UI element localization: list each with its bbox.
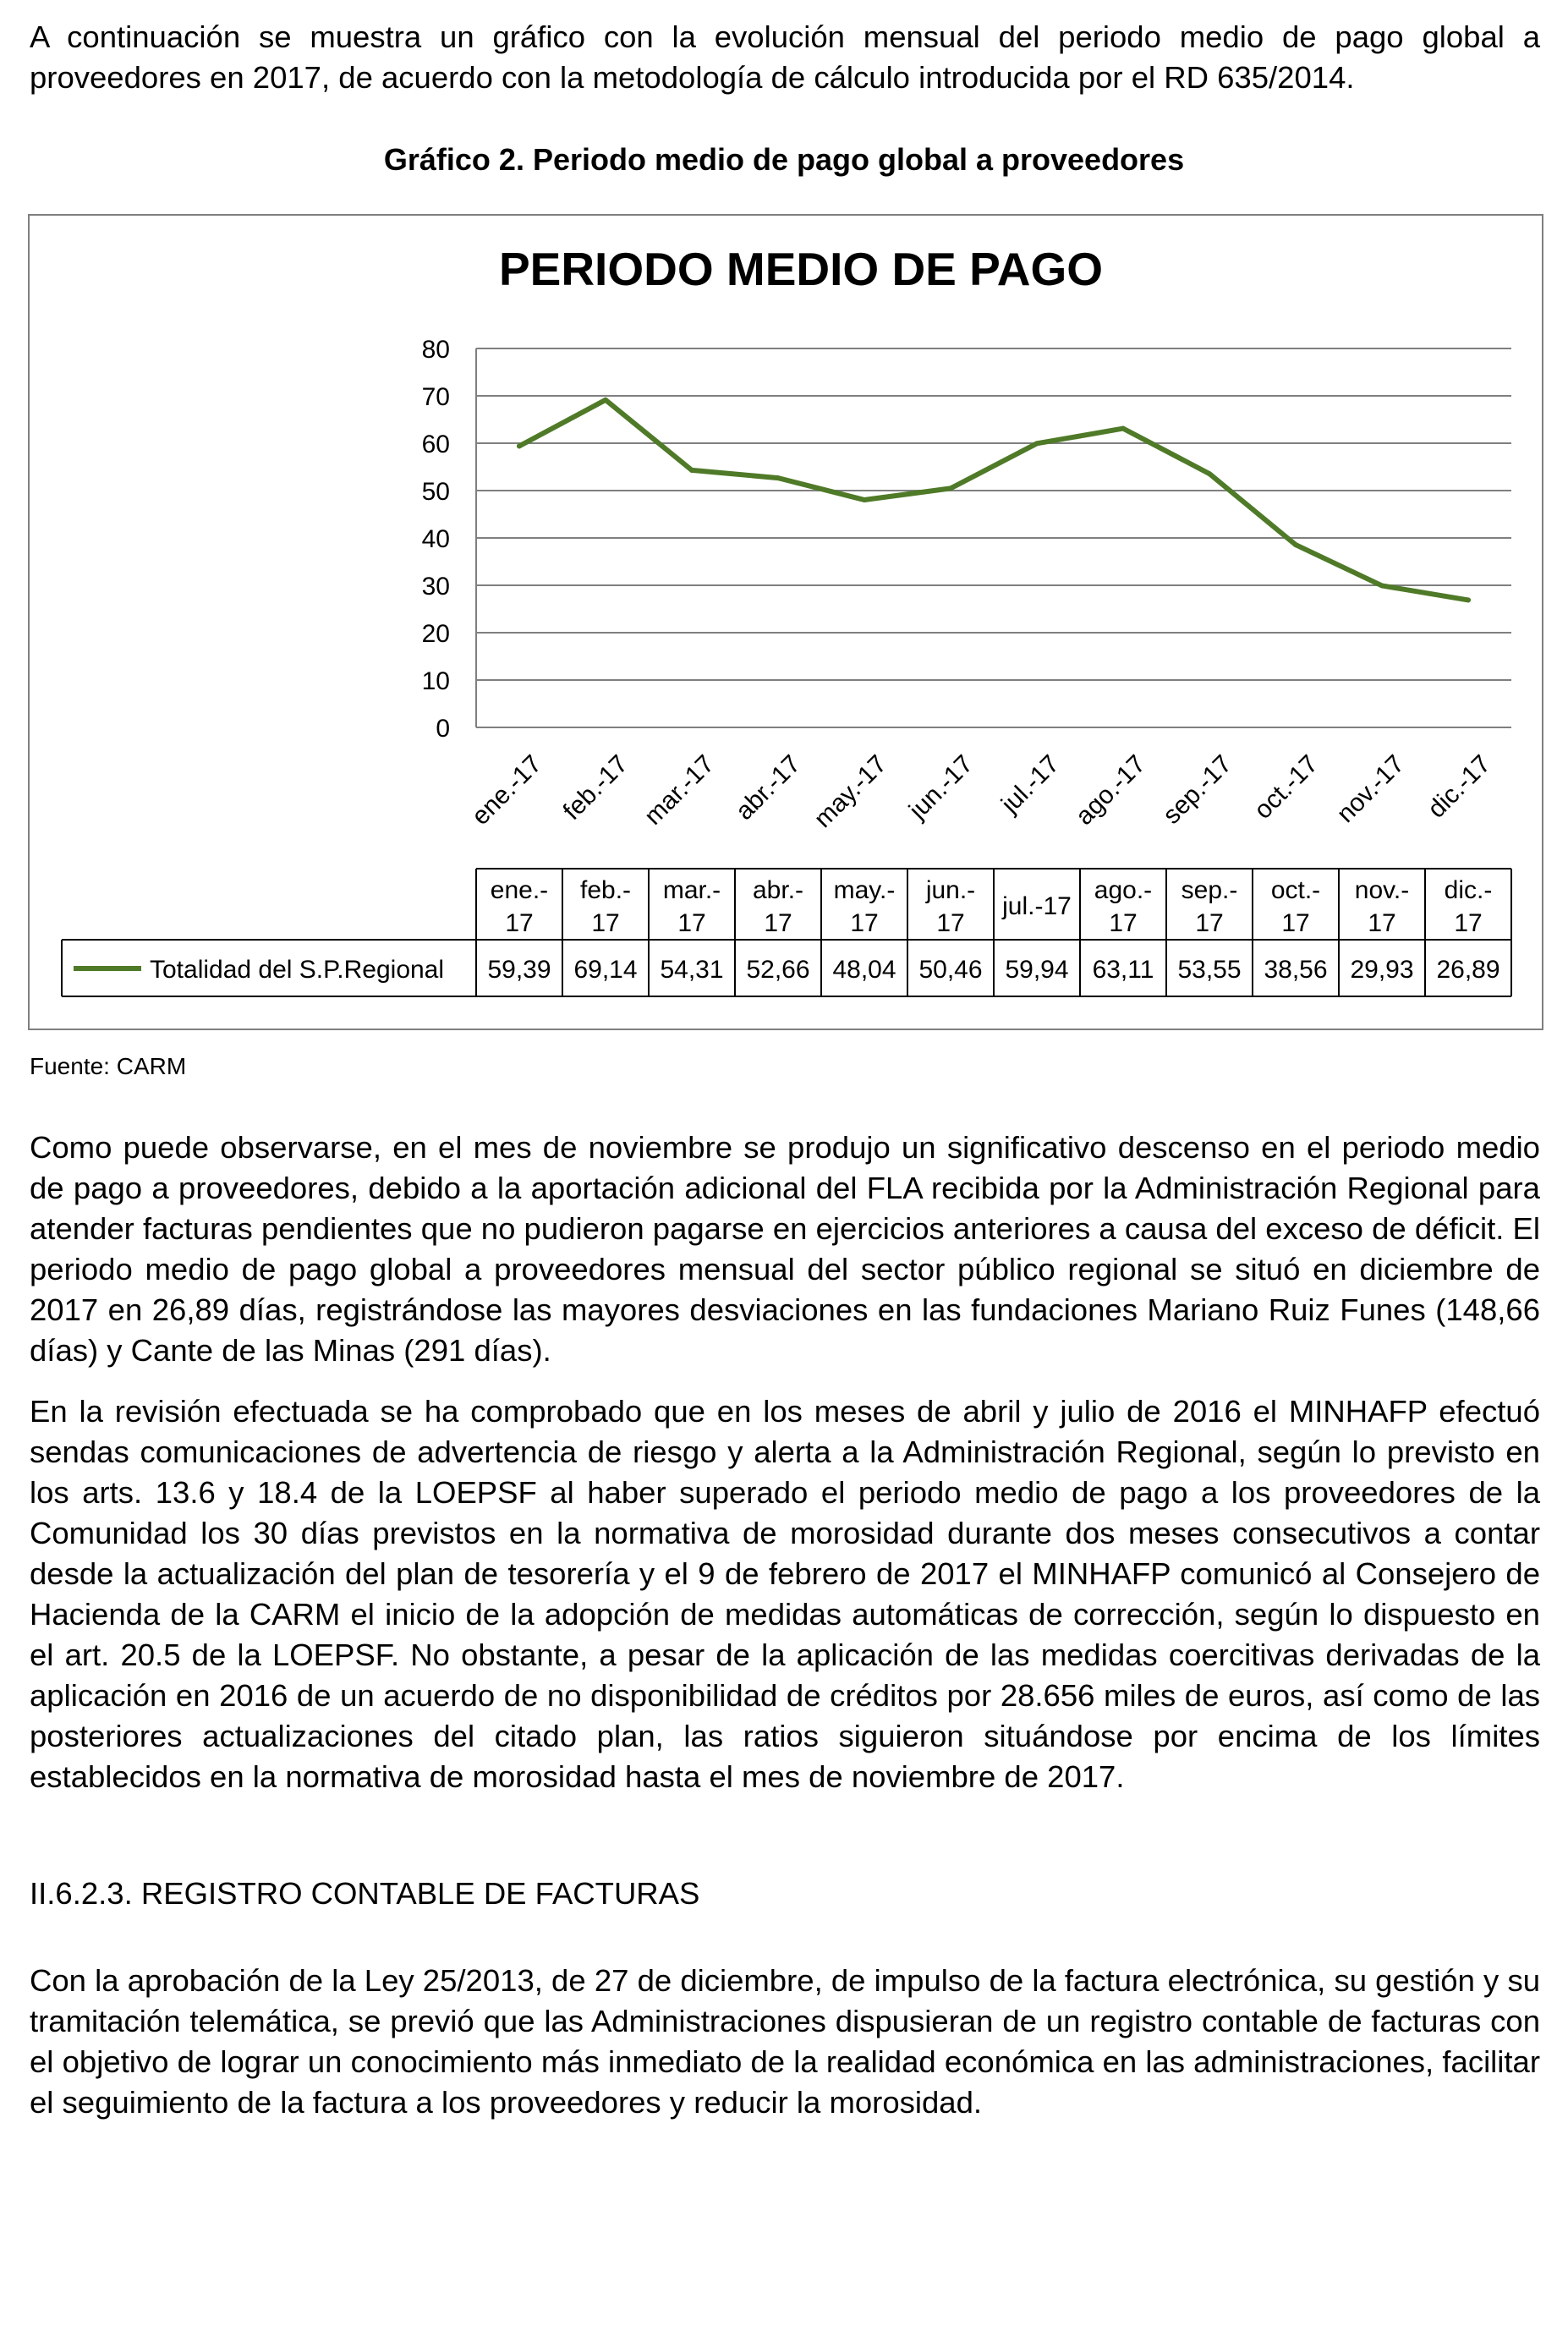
data-point bbox=[603, 398, 608, 403]
data-point bbox=[1121, 426, 1126, 431]
table-header-line: 17 bbox=[677, 909, 706, 937]
table-header-line: ago.- bbox=[1094, 876, 1153, 904]
y-tick-label: 50 bbox=[421, 478, 450, 506]
table-value: 29,93 bbox=[1350, 956, 1414, 984]
table-value: 48,04 bbox=[832, 956, 896, 984]
data-point bbox=[862, 497, 867, 502]
table-header-line: 17 bbox=[764, 909, 792, 937]
table-header-line: ene.- bbox=[490, 876, 549, 904]
paragraph-2: En la revisión efectuada se ha comprobado que en los meses de abril y julio de 2016 el MINHAFP efectuó sendas comunicaciones de advertencia de riesgo y alerta a la Administración Regional, según lo previsto en los arts. 13.6 y 18.4 de la LOEPSF al haber superado el periodo medio de pago a los proveedores de la Comunidad los 30 días previstos en la normativa de morosidad durante dos meses consecutivos a contar desde la actualización del plan de tesorería y el 9 de febrero de 2017 el MINHAFP comunicó al Consejero de Hacienda de la CARM el inicio de la adopción de medidas automáticas de corrección, según lo dispuesto en el art. 20.5 de la LOEPSF. No obstante, a pesar de la aplicación de las medidas coercitivas derivadas de la aplicación en 2016 de un acuerdo de no disponibilidad de créditos por 28.656 miles de euros, así como de las posteriores actualizaciones del citado plan, las ratios siguieron situándose por encima de los límites establecidos en la normativa de morosidad hasta el mes de noviembre de 2017. bbox=[30, 1394, 1540, 1794]
table-header-line: dic.- bbox=[1444, 876, 1493, 904]
table-value: 54,31 bbox=[660, 956, 724, 984]
series-line-totalidad bbox=[519, 400, 1468, 601]
chart-caption: Gráfico 2. Periodo medio de pago global a proveedores bbox=[383, 142, 1185, 177]
table-header-line: 17 bbox=[1454, 909, 1483, 937]
data-point bbox=[1034, 441, 1039, 446]
table-value: 26,89 bbox=[1436, 956, 1500, 984]
chart-source: Fuente: CARM bbox=[30, 1053, 187, 1079]
data-point bbox=[1293, 542, 1298, 547]
data-point bbox=[517, 443, 522, 448]
table-value: 50,46 bbox=[918, 956, 983, 984]
data-point bbox=[689, 468, 694, 473]
y-tick-label: 60 bbox=[421, 431, 450, 458]
x-tick-label: jun.-17 bbox=[903, 749, 979, 825]
table-header-line: 17 bbox=[1281, 909, 1310, 937]
data-point bbox=[1207, 471, 1212, 476]
y-tick-label: 80 bbox=[421, 336, 450, 364]
x-tick-label: abr.-17 bbox=[730, 749, 806, 826]
y-tick-label: 30 bbox=[421, 573, 450, 601]
section-heading: II.6.2.3. REGISTRO CONTABLE DE FACTURAS bbox=[30, 1876, 700, 1911]
table-header-line: mar.- bbox=[662, 876, 721, 904]
y-tick-label: 70 bbox=[421, 383, 450, 411]
table-value: 63,11 bbox=[1092, 956, 1154, 984]
table-header-line: 17 bbox=[1109, 909, 1138, 937]
table-header-line: jun.- bbox=[925, 876, 976, 904]
x-tick-label: mar.-17 bbox=[639, 749, 720, 831]
x-tick-label: may.-17 bbox=[809, 749, 892, 834]
paragraph-1: Como puede observarse, en el mes de noviembre se produjo un significativo descenso en el periodo medio de pago a proveedores, debido a la aportación adicional del FLA recibida por la Administración Regional para atender facturas pendientes que no pudieron pagarse en ejercicios anteriores a causa del exceso de déficit. El periodo medio de pago global a proveedores mensual del sector público regional se situó en diciembre de 2017 en 26,89 días, registrándose las mayores desviaciones en las fundaciones Mariano Ruiz Funes (148,66 días) y Cante de las Minas (291 días). bbox=[30, 1130, 1540, 1368]
table-header-line: 17 bbox=[1195, 909, 1224, 937]
table-header-line: may.- bbox=[833, 876, 896, 904]
table-header-line: 17 bbox=[1368, 909, 1396, 937]
legend-series-name: Totalidad del S.P.Regional bbox=[150, 956, 445, 984]
table-header-line: 17 bbox=[936, 909, 965, 937]
table-value: 38,56 bbox=[1264, 956, 1328, 984]
table-header-line: 17 bbox=[850, 909, 879, 937]
table-value: 59,39 bbox=[487, 956, 551, 984]
table-header-line: 17 bbox=[591, 909, 620, 937]
table-value: 52,66 bbox=[746, 956, 810, 984]
line-chart bbox=[30, 216, 1542, 1029]
data-point bbox=[776, 475, 781, 480]
table-header-line: jul.-17 bbox=[1002, 892, 1072, 920]
y-tick-label: 0 bbox=[436, 715, 450, 743]
x-tick-label: jul.-17 bbox=[995, 749, 1065, 819]
x-tick-label: ene.-17 bbox=[466, 749, 547, 831]
table-header-line: 17 bbox=[505, 909, 534, 937]
table-header-line: nov.- bbox=[1354, 876, 1410, 904]
x-tick-label: dic.-17 bbox=[1422, 749, 1496, 824]
x-tick-label: oct.-17 bbox=[1248, 749, 1324, 825]
table-header-line: feb.- bbox=[579, 876, 632, 904]
paragraph-3: Con la aprobación de la Ley 25/2013, de 27 de diciembre, de impulso de la factura electrónica, su gestión y su tramitación telemática, se previó que las Administraciones dispusieran de un registro contable de facturas con el objetivo de lograr un conocimiento más inmediato de la realidad económica en las administraciones, facilitar el seguimiento de la factura a los proveedores y reducir la morosidad. bbox=[30, 1963, 1540, 2120]
data-point bbox=[948, 486, 953, 491]
x-tick-label: nov.-17 bbox=[1331, 749, 1410, 829]
data-point bbox=[1379, 583, 1384, 588]
table-header-line: oct.- bbox=[1270, 876, 1321, 904]
x-tick-label: feb.-17 bbox=[557, 749, 633, 826]
table-value: 69,14 bbox=[573, 956, 638, 984]
data-point bbox=[1466, 597, 1471, 602]
table-header-line: abr.- bbox=[752, 876, 804, 904]
intro-paragraph: A continuación se muestra un gráfico con la evolución mensual del periodo medio de pago global a proveedores en 2017, de acuerdo con la metodología de cálculo introducida por el RD 635/2014. bbox=[30, 19, 1540, 95]
table-header-line: sep.- bbox=[1181, 876, 1238, 904]
table-value: 53,55 bbox=[1177, 956, 1242, 984]
chart-title: PERIODO MEDIO DE PAGO bbox=[498, 243, 1104, 295]
y-tick-label: 40 bbox=[421, 525, 450, 553]
y-tick-label: 20 bbox=[421, 620, 450, 648]
x-tick-label: sep.-17 bbox=[1157, 749, 1237, 830]
chart-container bbox=[28, 214, 1543, 1030]
x-tick-label: ago.-17 bbox=[1070, 749, 1151, 831]
y-tick-label: 10 bbox=[421, 667, 450, 695]
table-value: 59,94 bbox=[1005, 956, 1069, 984]
